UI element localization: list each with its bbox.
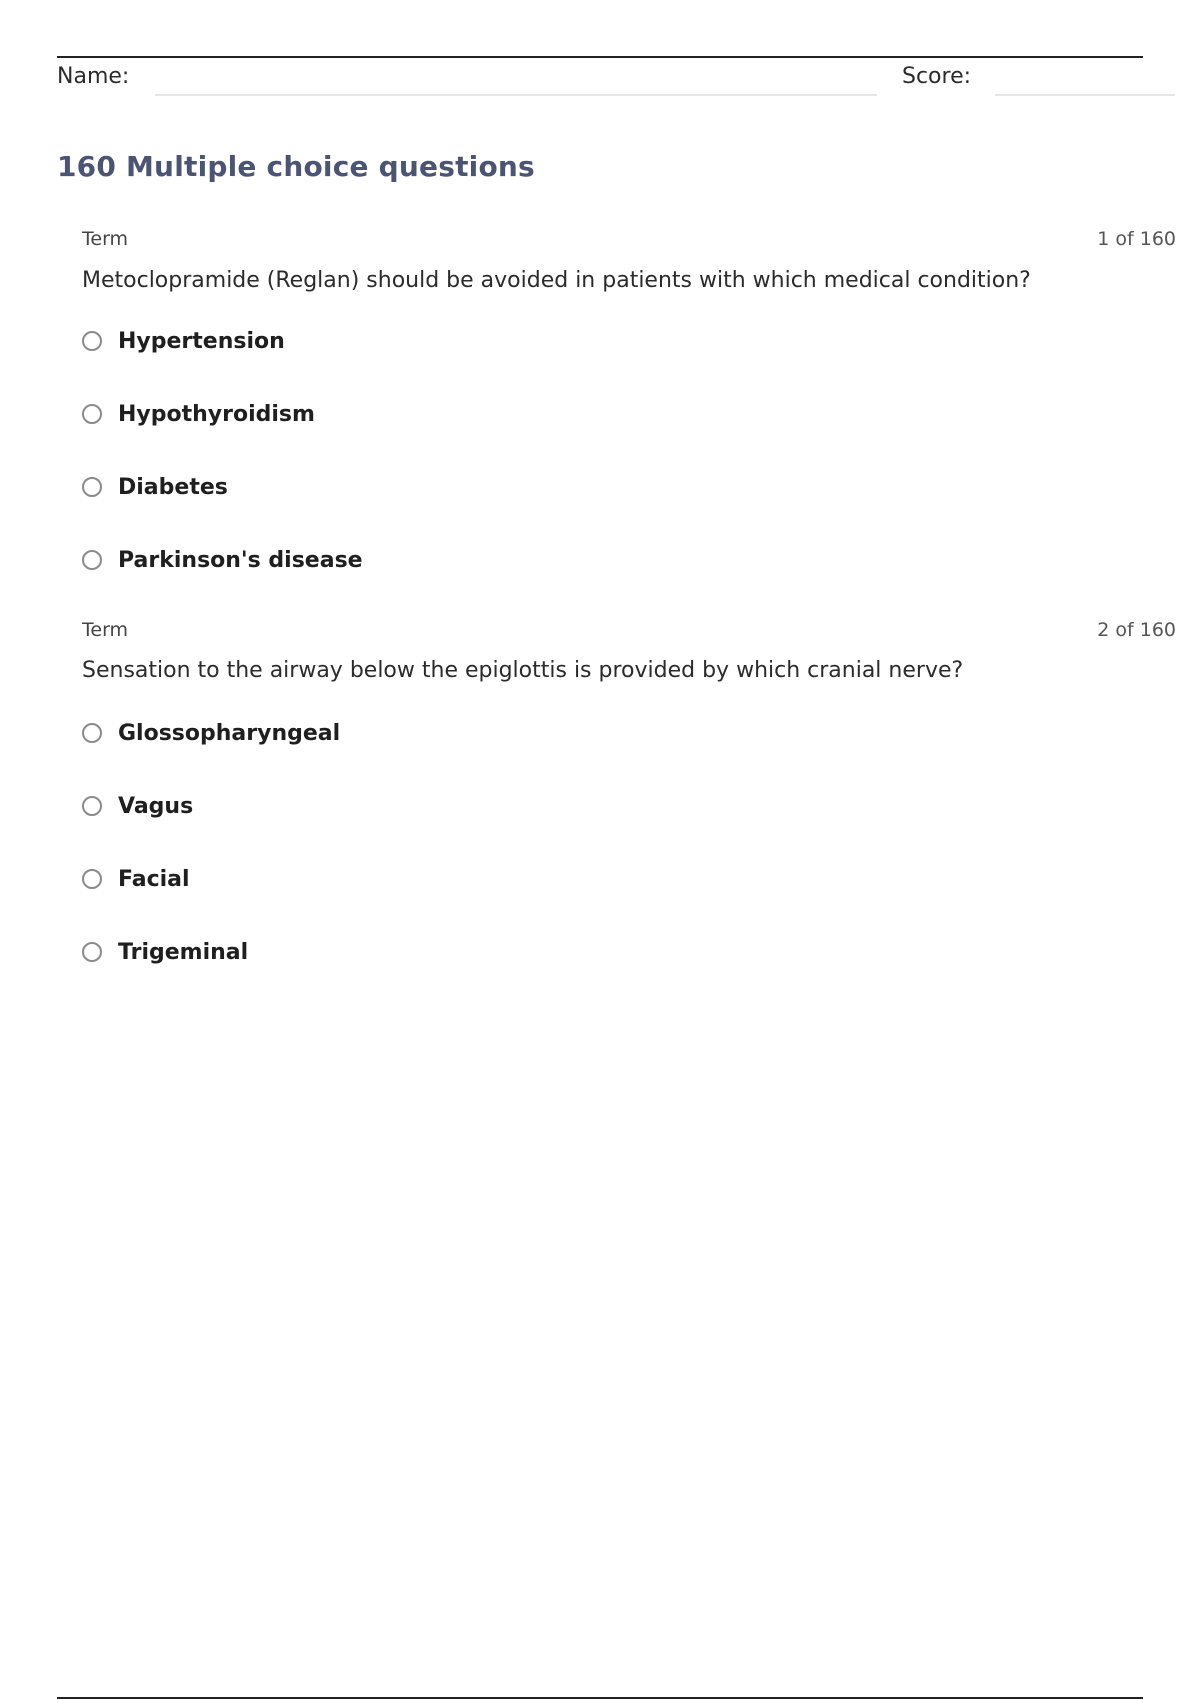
answer-option-label[interactable]: Facial [118,867,190,892]
radio-circle-icon[interactable] [82,404,102,424]
score-field[interactable] [995,94,1175,96]
question-counter: 1 of 160 [1097,228,1176,250]
header-row [57,62,1177,102]
question-term-label: Term [82,228,129,250]
question-text: Sensation to the airway below the epiglottis is provided by which cranial nerve? [82,658,964,683]
answer-option-label[interactable]: Hypothyroidism [118,402,315,427]
answer-option-label[interactable]: Hypertension [118,329,285,354]
radio-circle-icon[interactable] [82,477,102,497]
question-counter: 2 of 160 [1097,619,1176,641]
section-title: 160 Multiple choice questions [57,150,535,183]
question-text: Metoclopramide (Reglan) should be avoided in patients with which medical condition? [82,268,1031,293]
answer-option-label[interactable]: Glossopharyngeal [118,721,341,746]
answer-option-label[interactable]: Vagus [118,794,194,819]
question-term-label: Term [82,619,129,641]
radio-circle-icon[interactable] [82,331,102,351]
top-rule [57,56,1143,58]
radio-circle-icon[interactable] [82,723,102,743]
name-label: Name: [57,64,130,89]
answer-option-label[interactable]: Diabetes [118,475,228,500]
radio-circle-icon[interactable] [82,796,102,816]
radio-circle-icon[interactable] [82,869,102,889]
name-field[interactable] [155,94,877,96]
answer-option-label[interactable]: Trigeminal [118,940,249,965]
radio-circle-icon[interactable] [82,942,102,962]
radio-circle-icon[interactable] [82,550,102,570]
answer-option-label[interactable]: Parkinson's disease [118,548,363,573]
bottom-rule [57,1697,1143,1699]
score-label: Score: [902,64,972,89]
